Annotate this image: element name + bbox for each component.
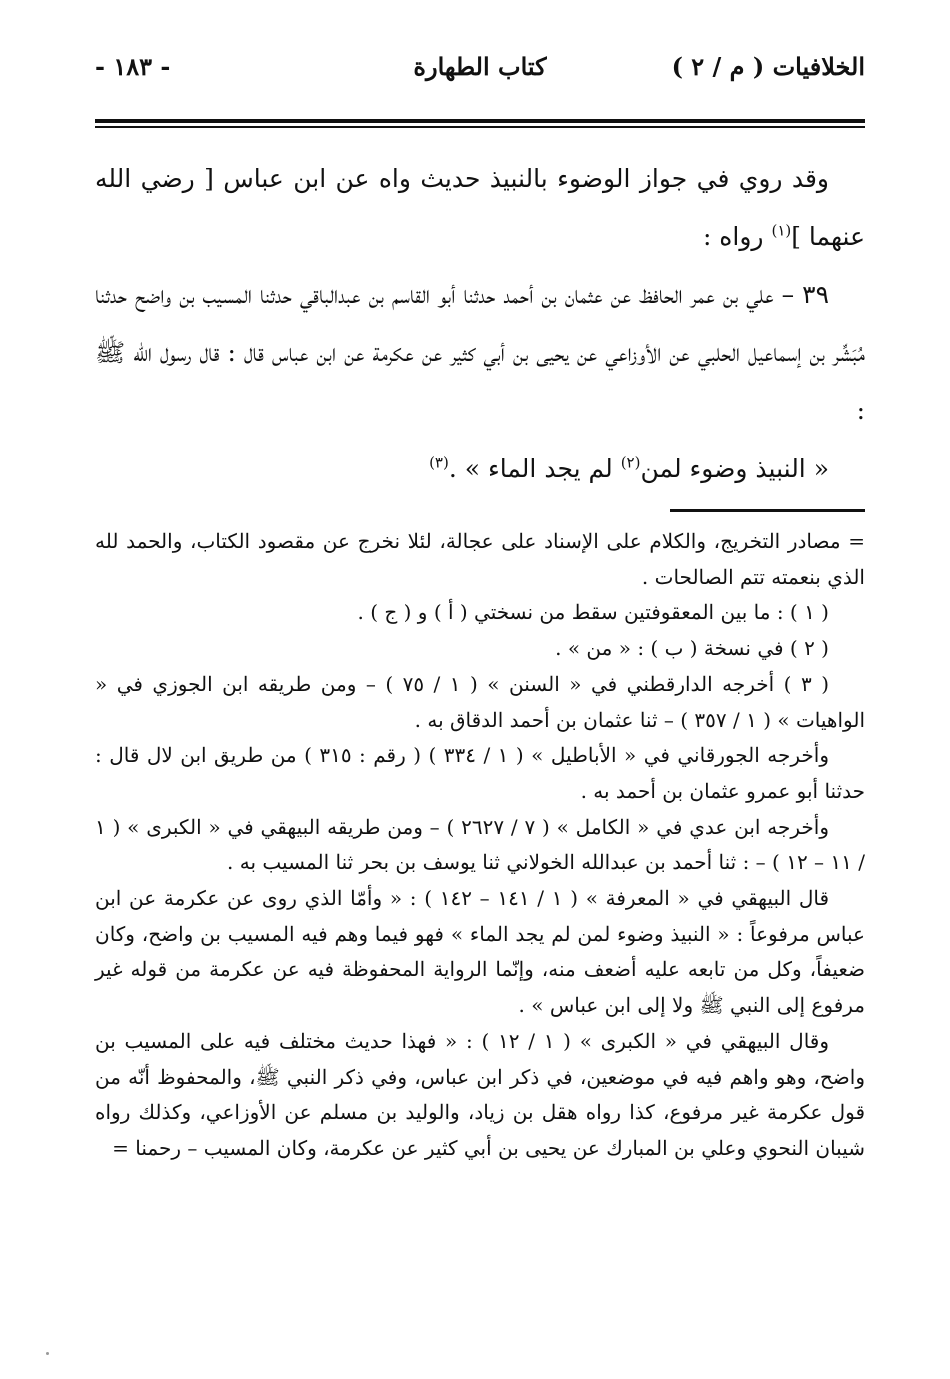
- footnote-continuation: = مصادر التخريج، والكلام على الإسناد على عجالة، لئلا نخرج عن مقصود الكتاب، والحمد لله الذي بنعمته تتم الصالحات .: [95, 529, 865, 589]
- footnote-3: ( ٣ ) أخرجه الدارقطني في « السنن » ( ١ / ٧٥ ) – ومن طريقه ابن الجوزي في « الواهيات » ( ١ / ٣٥٧ ) – ثنا عثمان بن أحمد الدقاق به .: [95, 671, 865, 732]
- main-paragraph-intro: [95, 150, 865, 266]
- footnote-3-jawraqani: وأخرجه الجورقاني في « الأباطيل » ( ١ / ٣٣٤ ) ( رقم : ٣١٥ ) من طريق ابن لال قال : حدثنا أبو عمرو عثمان بن أحمد به .: [95, 743, 865, 803]
- footnote-2: ( ٢ ) في نسخة ( ب ) : « من » .: [555, 636, 829, 661]
- header-section-title: الخلافيات ( م / ٢ ): [671, 52, 865, 81]
- intro-text-end: رواه :: [702, 222, 772, 251]
- header-rule-thin: [95, 126, 865, 128]
- footnote-ref-3: (٣): [429, 453, 449, 472]
- main-paragraph-hadith-chain: [95, 266, 865, 440]
- page-number: - ١٨٣ -: [95, 52, 171, 81]
- hadith-chain-text: ٣٩ – علي بن عمر الحافظ عن عثمان بن أحمد حدثنا أبو القاسم بن عبدالباقي حدثنا المسيب بن واضح حدثنا مُبَشِّر بن إسماعيل الحلبي عن الأوزاعي عن يحيى بن أبي كثير عن عكرمة عن ابن عباس قال : قال رسول الله ﷺ :: [95, 280, 865, 425]
- footnote-ref-2: (٢): [620, 453, 641, 472]
- footnotes: [95, 524, 865, 1167]
- header-rule-thick: [95, 119, 865, 123]
- footnote-3-ibn-adi: وأخرجه ابن عدي في « الكامل » ( ٧ / ٢٦٢٧ ) – ومن طريقه البيهقي في « الكبرى » ( ١ / ١١ – ١٢ ) – : ثنا أحمد بن عبدالله الخولاني ثنا يوسف بن بحر ثنا المسيب به .: [95, 814, 865, 875]
- page-header: [95, 52, 865, 92]
- footnote-3-bayhaqi-marifa: قال البيهقي في « المعرفة » ( ١ / ١٤١ – ١٤٢ ) : « وأمّا الذي روى عن عكرمة عن ابن عباس مرفوعاً : « النبيذ وضوء لمن لم يجد الماء » فهو فيما وهم فيه المسيب بن واضح، وكان ضعيفاً، وكل من تابعه عليه أضعف منه، وإنّما الرواية المحفوظة فيه عن عكرمة من قوله غير مرفوع إلى النبي ﷺ ولا إلى ابن عباس » .: [95, 886, 865, 1018]
- footnote-3-bayhaqi-kubra: وقال البيهقي في « الكبرى » ( ١ / ١٢ ) : « فهذا حديث مختلف فيه على المسيب بن واضح، وهو واهم فيه في موضعين، في ذكر ابن عباس، وفي ذكر النبي ﷺ، والمحفوظ أنّه من قول عكرمة غير مرفوع، كذا رواه هقل بن زياد، والوليد بن مسلم عن الأوزاعي، وكذلك رواه شيبان النحوي وعلي بن المبارك عن يحيى بن أبي كثير عن عكرمة، وكان المسيب – رحمنا =: [95, 1028, 865, 1160]
- hadith-text-end: لم يجد الماء » .: [448, 454, 621, 483]
- footnote-1: ( ١ ) : ما بين المعقوفتين سقط من نسختي ( أ ) و ( ج ) .: [357, 600, 829, 625]
- footnote-ref-1: (١): [771, 221, 792, 240]
- main-paragraph-hadith-text: [95, 440, 865, 498]
- hadith-text: « النبيذ وضوء لمن: [640, 454, 829, 483]
- footnote-separator: [670, 509, 865, 512]
- scan-speck: [46, 1352, 49, 1355]
- intro-text: وقد روي في جواز الوضوء بالنبيذ حديث واه عن ابن عباس [ رضي الله عنهما ]: [95, 164, 865, 251]
- header-book-title: كتاب الطهارة: [413, 52, 547, 81]
- main-text: [95, 150, 865, 498]
